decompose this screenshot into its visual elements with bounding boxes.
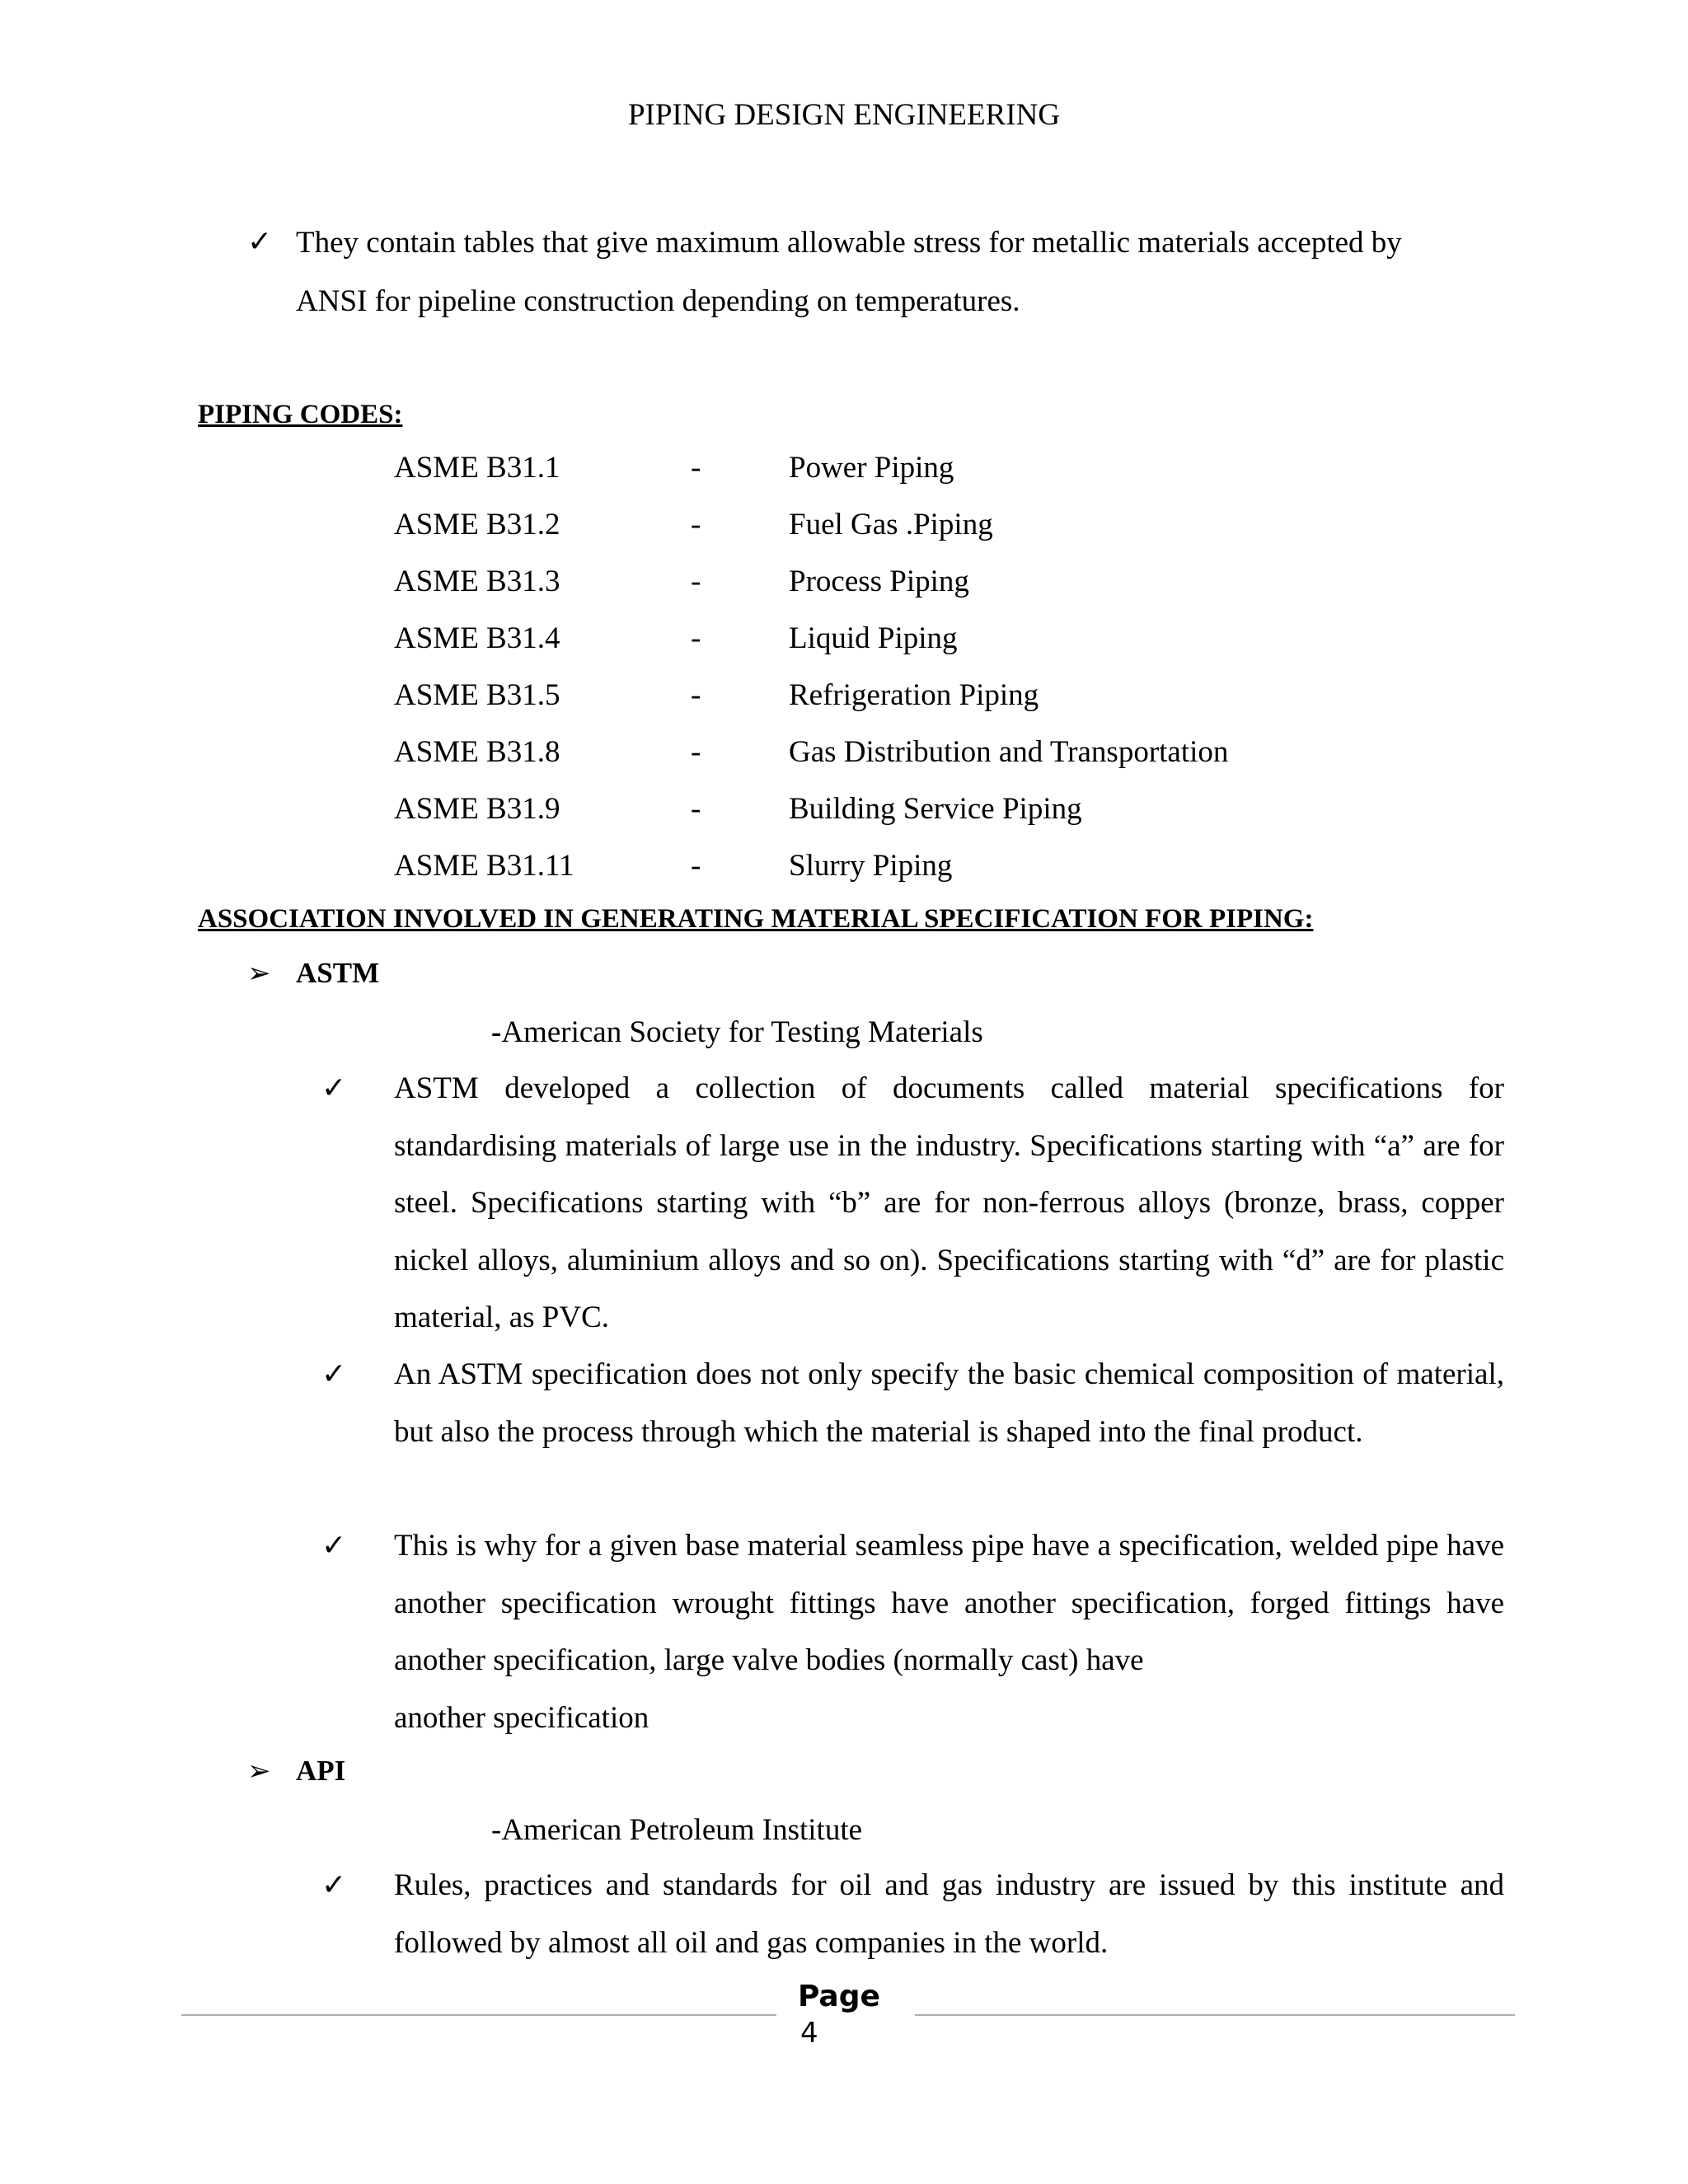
footer-rule-right <box>915 2014 1515 2016</box>
code-separator: - <box>691 735 701 769</box>
checkmark-icon: ✓ <box>321 1529 347 1562</box>
code-separator: - <box>691 849 701 883</box>
code-name: ASME B31.11 <box>394 849 574 883</box>
code-separator: - <box>691 451 701 485</box>
code-name: ASME B31.3 <box>394 565 560 598</box>
arrow-bullet-icon: ➢ <box>247 958 271 989</box>
footer-page-label: Page <box>798 1980 880 2013</box>
code-name: ASME B31.5 <box>394 678 560 712</box>
intro-line-2: ANSI for pipeline construction depending on temperatures. <box>296 284 1020 318</box>
astm-point-3: This is why for a given base material seamless pipe have a specification, welded pipe have another specification wrought fittings have another specification, forged fittings have another specification, large valve bodies (normally cast) have <box>394 1529 1504 1677</box>
astm-point-1: ASTM developed a collection of documents called material specifications for standardising materials of large use in the industry. Specifications starting with “a” are for steel. Specifications starting with “b” are for non-ferrous alloys (bronze, brass, copper nickel alloys, aluminium alloys and so on). Specifications starting with “d” are for plastic material, as PVC. <box>394 1071 1504 1334</box>
code-description: Fuel Gas .Piping <box>789 508 993 541</box>
piping-codes-heading: PIPING CODES: <box>198 400 403 429</box>
association-heading: ASSOCIATION INVOLVED IN GENERATING MATERIAL SPECIFICATION FOR PIPING: <box>198 904 1314 934</box>
code-description: Gas Distribution and Transportation <box>789 735 1229 769</box>
code-name: ASME B31.8 <box>394 735 560 769</box>
api-full-name: -American Petroleum Institute <box>491 1813 863 1847</box>
code-description: Liquid Piping <box>789 621 958 655</box>
astm-point-3-continuation: another specification <box>394 1701 649 1735</box>
checkmark-icon: ✓ <box>247 225 273 258</box>
code-description: Process Piping <box>789 565 969 598</box>
page-header-title: PIPING DESIGN ENGINEERING <box>627 98 1061 132</box>
astm-dash: - <box>491 1015 502 1049</box>
api-point-1: Rules, practices and standards for oil and gas industry are issued by this institute and followed by almost all oil and gas companies in the world. <box>394 1868 1504 1960</box>
code-name: ASME B31.9 <box>394 792 560 826</box>
code-description: Refrigeration Piping <box>789 678 1039 712</box>
code-separator: - <box>691 621 701 655</box>
api-label: API <box>296 1755 346 1787</box>
code-description: Building Service Piping <box>789 792 1082 826</box>
astm-point-2: An ASTM specification does not only specify the basic chemical composition of material, but also the process through which the material is shaped into the final product. <box>394 1357 1504 1449</box>
code-description: Power Piping <box>789 451 954 485</box>
checkmark-icon: ✓ <box>321 1071 347 1104</box>
arrow-bullet-icon: ➢ <box>247 1756 271 1787</box>
astm-full-name: American Society for Testing Materials <box>501 1015 983 1049</box>
footer-rule-left <box>181 2014 776 2016</box>
code-name: ASME B31.1 <box>394 451 560 485</box>
astm-full-name-line <box>491 1004 983 1062</box>
astm-label: ASTM <box>296 957 380 989</box>
code-name: ASME B31.2 <box>394 508 560 541</box>
checkmark-icon: ✓ <box>321 1868 347 1901</box>
code-description: Slurry Piping <box>789 849 953 883</box>
code-separator: - <box>691 792 701 826</box>
code-separator: - <box>691 678 701 712</box>
intro-line-1: They contain tables that give maximum allowable stress for metallic materials accepted by <box>296 226 1402 260</box>
footer-page-number: 4 <box>800 2017 818 2050</box>
code-separator: - <box>691 565 701 598</box>
code-name: ASME B31.4 <box>394 621 560 655</box>
checkmark-icon: ✓ <box>321 1357 347 1390</box>
code-separator: - <box>691 508 701 541</box>
